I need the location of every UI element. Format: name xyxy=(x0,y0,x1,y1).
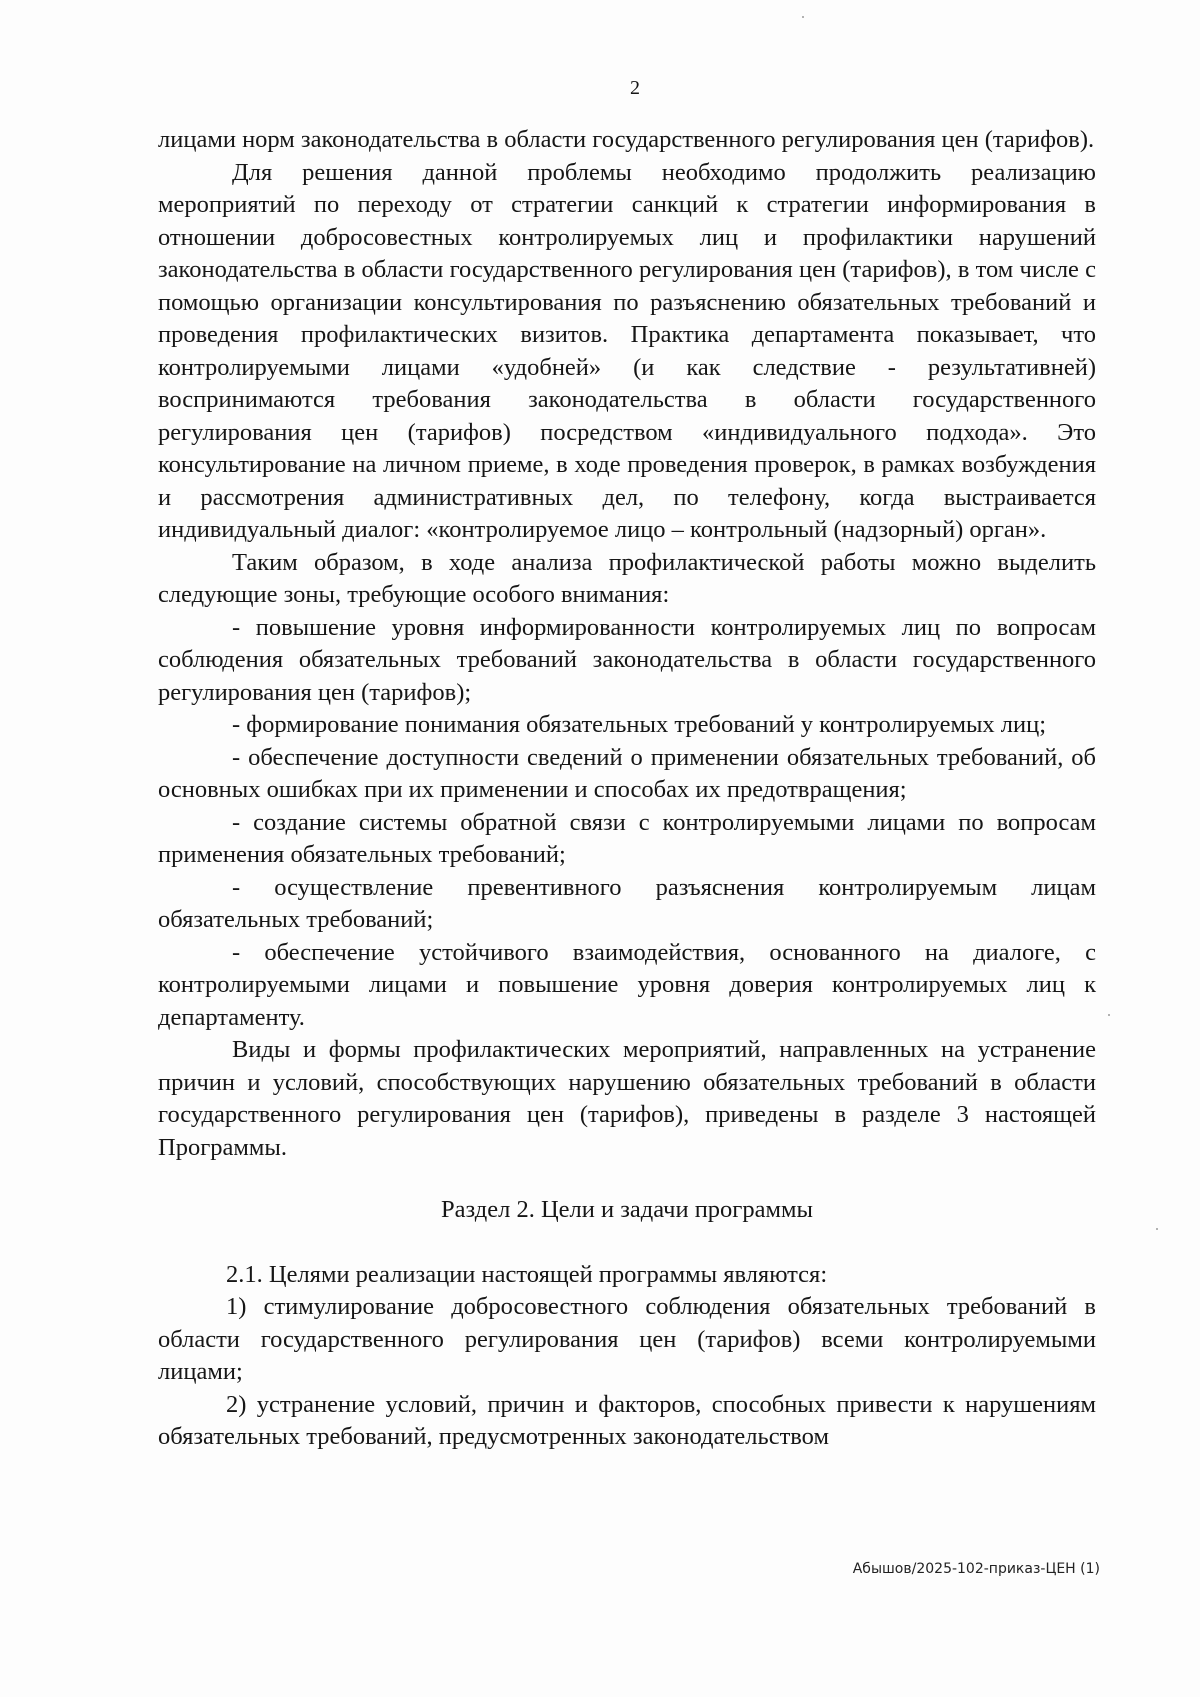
scan-speck xyxy=(802,16,804,18)
paragraph-continuation: лицами норм законодательства в области государственного регулирования цен (тарифов). xyxy=(158,126,1095,153)
list-item-preventive-explanation: - осуществление превентивного разъяснения контролируемым лицам обязательных требований; xyxy=(158,873,1096,933)
list-item-feedback: - создание системы обратной связи с контролируемыми лицами по вопросам применения обязательных требований; xyxy=(158,808,1096,868)
document-body xyxy=(158,124,1096,1454)
scan-speck xyxy=(1108,1014,1110,1016)
list-item-awareness: - повышение уровня информированности контролируемых лиц по вопросам соблюдения обязательных требований законодательства в области государственного регулирования цен (тарифов); xyxy=(158,613,1096,706)
section-title: Раздел 2. Цели и задачи программы xyxy=(441,1196,813,1223)
list-item-understanding: - формирование понимания обязательных требований у контролируемых лиц; xyxy=(232,711,1047,738)
page-number: 2 xyxy=(630,77,640,99)
list-item-availability: - обеспечение доступности сведений о применении обязательных требований, об основных ошибках при их применении и способах их предотвращения; xyxy=(158,743,1096,803)
paragraph-attention-zones-intro: Таким образом, в ходе анализа профилактической работы можно выделить следующие зоны, требующие особого внимания: xyxy=(158,548,1096,608)
goal-item-1: 1) стимулирование добросовестного соблюдения обязательных требований в области государственного регулирования цен (тарифов) всеми контролируемыми лицами; xyxy=(158,1293,1096,1385)
list-item-interaction: - обеспечение устойчивого взаимодействия, основанного на диалоге, с контролируемыми лицами и повышение уровня доверия контролируемых лиц к департаменту. xyxy=(158,938,1096,1031)
paragraph-prevention-types: Виды и формы профилактических мероприятий, направленных на устранение причин и условий, способствующих нарушению обязательных требований в области государственного регулирования цен (тарифов), приведены в разделе 3 настоящей Программы. xyxy=(158,1036,1096,1161)
paragraph-goals-intro: 2.1. Целями реализации настоящей программы являются: xyxy=(226,1260,828,1288)
document-footer-id: Абышов/2025-102-приказ-ЦЕН (1) xyxy=(852,1561,1100,1577)
goal-item-2: 2) устранение условий, причин и факторов, способных привести к нарушениям обязательных требований, предусмотренных законодательством xyxy=(158,1390,1096,1450)
paragraph-problem-solution: Для решения данной проблемы необходимо продолжить реализацию мероприятий по переходу от стратегии санкций к стратегии информирования в отношении добросовестных контролируемых лиц и профилактики нарушений законодательства в области государственного регулирования цен (тарифов), в том числе с помощью организации консультирования по разъяснению обязательных требований и проведения профилактических визитов. Практика департамента показывает, что контролируемыми лицами «удобней» (и как следствие - результативней) воспринимаются требования законодательства в области государственного регулирования цен (тарифов) посредством «индивидуального подхода». Это консультирование на личном приеме, в ходе проведения проверок, в рамках возбуждения и рассмотрения административных дел, по телефону, когда выстраивается индивидуальный диалог: «контролируемое лицо – контрольный (надзорный) орган». xyxy=(158,158,1096,543)
scan-speck xyxy=(1156,1228,1158,1230)
